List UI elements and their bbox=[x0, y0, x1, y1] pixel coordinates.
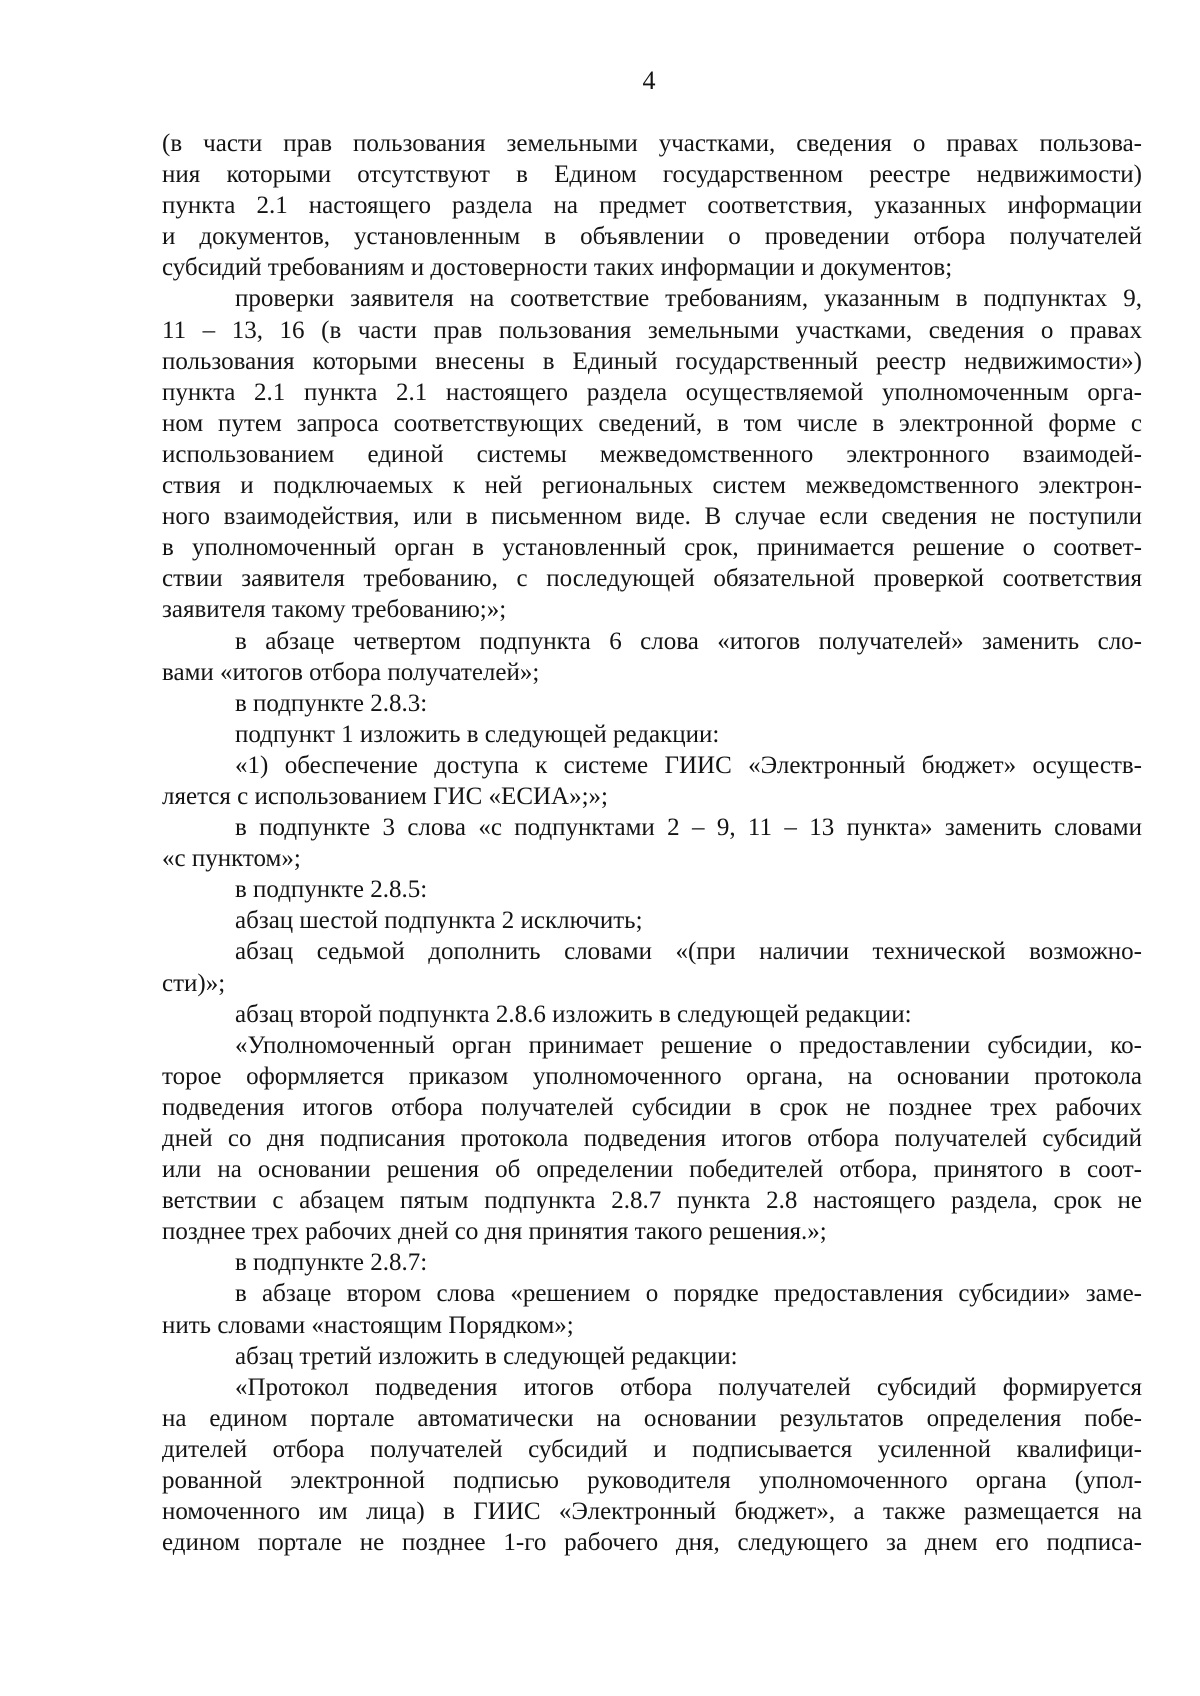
text-line-quote-protocol: рованной электронной подписью руководителя уполномоченного органа (упол- bbox=[162, 1467, 1142, 1495]
text-line-verification-check: заявителя такому требованию;»; bbox=[162, 596, 507, 624]
text-line-quote-decision: торое оформляется приказом уполномоченного органа, на основании протокола bbox=[162, 1062, 1142, 1090]
text-line-quote-protocol: едином портале не позднее 1-го рабочего дня, следующего за днем его подписа- bbox=[162, 1529, 1142, 1557]
text-line-verification-check: ного взаимодействия, или в письменном виде. В случае если сведения не поступили bbox=[162, 503, 1142, 531]
document-body bbox=[162, 128, 1142, 1558]
text-line-quote-decision: или на основании решения об определении победителей отбора, принятого в соот- bbox=[162, 1156, 1142, 1184]
text-line-amend-subitem-3: в подпункте 3 слова «с подпунктами 2 – 9, 11 – 13 пункта» заменить словами bbox=[235, 814, 1142, 842]
text-line-amend-subitem-3: «с пунктом»; bbox=[162, 845, 301, 873]
text-line-verification-check: в уполномоченный орган в установленный срок, принимается решение о соответ- bbox=[162, 534, 1142, 562]
text-line-quote-protocol: «Протокол подведения итогов отбора получателей субсидий формируется bbox=[235, 1373, 1142, 1401]
text-line-amend-paragraph-2: в абзаце втором слова «решением о порядке предоставления субсидии» заме- bbox=[235, 1280, 1142, 1308]
text-line-amend-subitem-6: в абзаце четвертом подпункта 6 слова «итогов получателей» заменить сло- bbox=[235, 627, 1142, 655]
text-line-paragraph-2-8-6: абзац второй подпункта 2.8.6 изложить в следующей редакции: bbox=[235, 1000, 912, 1028]
text-line-verification-check: использованием единой системы межведомственного электронного взаимодей- bbox=[162, 440, 1142, 468]
text-line-continuation-1: ния которыми отсутствуют в Едином государственном реестре недвижимости) bbox=[162, 161, 1142, 189]
text-line-quote-protocol: на едином портале автоматически на основании результатов определения побе- bbox=[162, 1404, 1142, 1432]
text-line-verification-check: ствия и подключаемых к ней региональных систем межведомственного электрон- bbox=[162, 472, 1142, 500]
text-line-supplement-paragraph-7: абзац седьмой дополнить словами «(при наличии технической возможно- bbox=[235, 938, 1142, 966]
text-line-verification-check: пользования которыми внесены в Единый государственный реестр недвижимости») bbox=[162, 347, 1142, 375]
text-line-quote-decision: дней со дня подписания протокола подведения итогов отбора получателей субсидий bbox=[162, 1125, 1142, 1152]
text-line-amend-subitem-6: вами «итогов отбора получателей»; bbox=[162, 658, 540, 686]
text-line-verification-check: 11 – 13, 16 (в части прав пользования земельными участками, сведения о правах bbox=[162, 316, 1142, 344]
text-line-quote-access-giis: ляется с использованием ГИС «ЕСИА»;»; bbox=[162, 782, 608, 810]
text-line-verification-check: проверки заявителя на соответствие требованиям, указанным в подпунктах 9, bbox=[235, 285, 1142, 313]
text-line-subitem-1-new-wording: подпункт 1 изложить в следующей редакции: bbox=[235, 720, 720, 748]
text-line-verification-check: пункта 2.1 пункта 2.1 настоящего раздела осуществляемой уполномоченным орга- bbox=[162, 378, 1142, 406]
text-line-amend-paragraph-2: нить словами «настоящим Порядком»; bbox=[162, 1311, 574, 1339]
text-line-paragraph-3-new-wording: абзац третий изложить в следующей редакции: bbox=[235, 1342, 738, 1370]
text-line-continuation-1: и документов, установленным в объявлении о проведении отбора получателей bbox=[162, 223, 1142, 251]
text-line-subitem-2-8-5: в подпункте 2.8.5: bbox=[235, 876, 428, 904]
text-line-quote-decision: подведения итогов отбора получателей субсидии в срок не позднее трех рабочих bbox=[162, 1093, 1142, 1121]
text-line-supplement-paragraph-7: сти)»; bbox=[162, 969, 226, 997]
text-line-quote-decision: «Уполномоченный орган принимает решение о предоставлении субсидии, ко- bbox=[235, 1031, 1142, 1059]
page-number: 4 bbox=[642, 66, 656, 95]
text-line-continuation-1: субсидий требованиям и достоверности таких информации и документов; bbox=[162, 254, 953, 282]
text-line-subitem-2-8-7: в подпункте 2.8.7: bbox=[235, 1249, 428, 1277]
text-line-quote-access-giis: «1) обеспечение доступа к системе ГИИС «Электронный бюджет» осуществ- bbox=[235, 751, 1142, 779]
text-line-verification-check: ствии заявителя требованию, с последующей обязательной проверкой соответствия bbox=[162, 565, 1142, 593]
text-line-continuation-1: (в части прав пользования земельными участками, сведения о правах пользова- bbox=[162, 130, 1142, 157]
text-line-verification-check: ном путем запроса соответствующих сведений, в том числе в электронной форме с bbox=[162, 409, 1142, 437]
text-line-continuation-1: пункта 2.1 настоящего раздела на предмет соответствия, указанных информации bbox=[162, 192, 1142, 220]
text-line-quote-decision: ветствии с абзацем пятым подпункта 2.8.7 пункта 2.8 настоящего раздела, срок не bbox=[162, 1187, 1142, 1215]
text-line-exclude-paragraph-6: абзац шестой подпункта 2 исключить; bbox=[235, 907, 643, 935]
text-line-quote-decision: позднее трех рабочих дней со дня принятия такого решения.»; bbox=[162, 1218, 827, 1246]
text-line-quote-protocol: номоченного им лица) в ГИИС «Электронный бюджет», а также размещается на bbox=[162, 1498, 1142, 1526]
text-line-quote-protocol: дителей отбора получателей субсидий и подписывается усиленной квалифици- bbox=[162, 1435, 1142, 1463]
text-line-subitem-2-8-3: в подпункте 2.8.3: bbox=[235, 689, 428, 717]
